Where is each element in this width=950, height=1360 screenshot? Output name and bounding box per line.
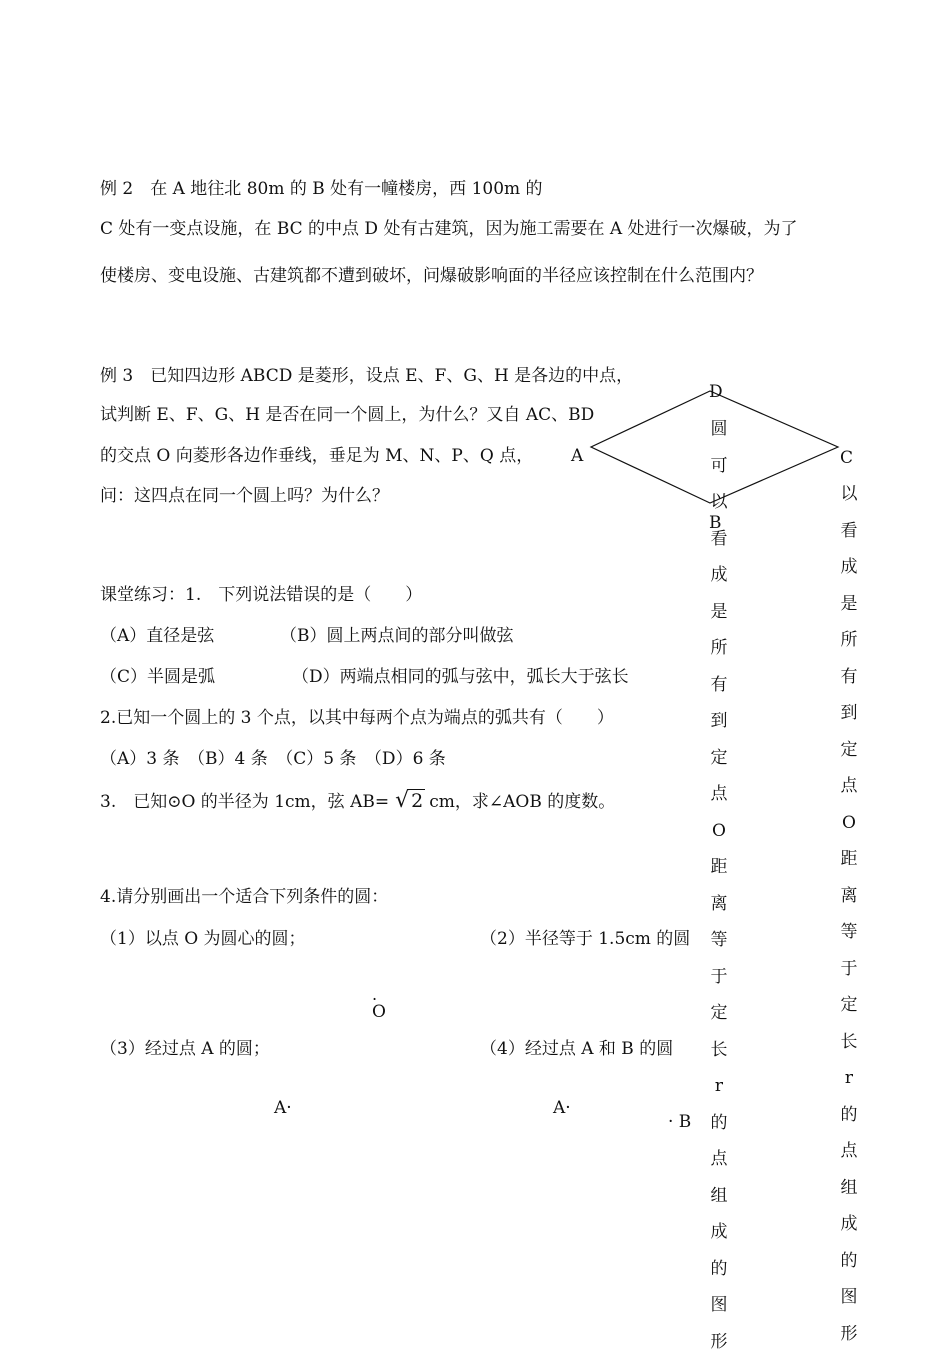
q4-part-4: （4）经过点 A 和 B 的圆	[480, 1038, 673, 1060]
q3-text-before: 3. 已知⊙O 的半径为 1cm，弦 AB=	[100, 792, 389, 812]
point-a-part3: A·	[274, 1097, 292, 1119]
vertical-left-char: 是	[711, 594, 728, 631]
vertical-left-char: 点	[711, 1141, 728, 1178]
question-3	[100, 790, 615, 813]
example3-line2: 试判断 E、F、G、H 是否在同一个圆上，为什么？又自 AC、BD	[100, 404, 594, 426]
vertical-left-char: 有	[711, 667, 728, 704]
vertical-right-char: 所	[841, 622, 858, 659]
vertical-left-char: 于	[711, 959, 728, 996]
vertical-left-char: 离	[711, 886, 728, 923]
vertical-right-char: 定	[841, 987, 858, 1024]
vertical-right-char: 长	[841, 1024, 858, 1061]
point-a-part4: A·	[553, 1097, 571, 1119]
example3-line1: 例 3 已知四边形 ABCD 是菱形，设点 E、F、G、H 是各边的中点，	[100, 365, 633, 387]
q4-part-2: （2）半径等于 1.5cm 的圆	[480, 928, 690, 950]
vertical-right-char: 距	[841, 841, 858, 878]
vertical-left-char: 的	[711, 1251, 728, 1288]
vertical-left-char: 距	[711, 849, 728, 886]
vertical-left-char: r	[715, 1068, 723, 1105]
vertical-right-char: r	[845, 1060, 853, 1097]
vertical-left-char: 成	[711, 557, 728, 594]
question-4: 4.请分别画出一个适合下列条件的圆：	[100, 886, 388, 908]
vertical-left-char: 圆	[711, 411, 728, 448]
vertical-right-char: 点	[841, 1133, 858, 1170]
rhombus-label-c: C	[840, 448, 853, 468]
vertical-right-char: 点	[841, 768, 858, 805]
vertical-right-char: 是	[841, 586, 858, 623]
vertical-right-char: 成	[841, 1206, 858, 1243]
vertical-right-char: 的	[841, 1243, 858, 1280]
vertical-right-char: 的	[841, 1097, 858, 1134]
vertical-left-char: 定	[711, 995, 728, 1032]
q2-options: （A）3 条 （B）4 条 （C）5 条 （D）6 条	[100, 748, 446, 770]
q4-part-1: （1）以点 O 为圆心的圆；	[100, 928, 306, 950]
vertical-right-char: 成	[841, 549, 858, 586]
point-b-part4: · B	[668, 1111, 691, 1133]
vertical-left-char: 以	[711, 484, 728, 521]
point-o-dot: .	[372, 984, 377, 1006]
vertical-left-char: O	[712, 813, 726, 850]
q1-option-a: （A）直径是弦	[100, 625, 214, 647]
practice-heading: 课堂练习：1. 下列说法错误的是（ ）	[100, 584, 422, 606]
sqrt-symbol: √ 2	[395, 790, 425, 813]
vertical-right-char: 到	[841, 695, 858, 732]
vertical-left-char: 长	[711, 1032, 728, 1069]
vertical-right-char: 看	[841, 513, 858, 550]
question-2: 2.已知一个圆上的 3 个点，以其中每两个点为端点的弧共有（ ）	[100, 707, 614, 729]
rhombus-label-b: B	[709, 513, 722, 533]
vertical-left-char: 的	[711, 1105, 728, 1142]
vertical-right-char: 定	[841, 732, 858, 769]
q4-part-3: （3）经过点 A 的圆；	[100, 1038, 270, 1060]
example2-line2: C 处有一变点设施，在 BC 的中点 D 处有古建筑，因为施工需要在 A 处进行一次爆破，为了	[100, 218, 798, 240]
vertical-left-char: 图	[711, 1287, 728, 1324]
vertical-left-char: 可	[711, 448, 728, 485]
vertical-text-left	[707, 411, 731, 1360]
vertical-right-char: 组	[841, 1170, 858, 1207]
q3-text-after: cm，求∠AOB 的度数。	[429, 792, 615, 812]
vertical-right-char: 离	[841, 878, 858, 915]
vertical-right-char: 等	[841, 914, 858, 951]
vertical-left-char: 形	[711, 1324, 728, 1360]
vertical-left-char: 成	[711, 1214, 728, 1251]
vertical-right-char: 有	[841, 659, 858, 696]
q1-option-b: （B）圆上两点间的部分叫做弦	[280, 625, 514, 647]
q1-option-c: （C）半圆是弧	[100, 666, 215, 688]
vertical-right-char: 以	[841, 476, 858, 513]
vertical-left-char: 所	[711, 630, 728, 667]
example2-line1: 例 2 在 A 地往北 80m 的 B 处有一幢楼房，西 100m 的	[100, 178, 543, 200]
example2-line3: 使楼房、变电设施、古建筑都不遭到破坏，问爆破影响面的半径应该控制在什么范围内？	[100, 265, 763, 287]
vertical-left-char: 看	[711, 521, 728, 558]
example3-line3: 的交点 O 向菱形各边作垂线，垂足为 M、N、P、Q 点，	[100, 445, 533, 467]
vertical-left-char: 等	[711, 922, 728, 959]
vertical-left-char: 组	[711, 1178, 728, 1215]
q1-option-d: （D）两端点相同的弧与弦中，弧长大于弦长	[292, 666, 629, 688]
rhombus-label-d: D	[709, 382, 723, 402]
vertical-left-char: 到	[711, 703, 728, 740]
vertical-right-char: O	[842, 805, 856, 842]
vertical-left-char: 点	[711, 776, 728, 813]
vertical-right-char: 图	[841, 1279, 858, 1316]
vertical-right-char: 于	[841, 951, 858, 988]
q3-radicand: 2	[409, 789, 425, 812]
vertical-text-right	[837, 476, 861, 1352]
vertical-right-char: 形	[841, 1316, 858, 1353]
vertical-left-char: 定	[711, 740, 728, 777]
example3-line4: 问：这四点在同一个圆上吗？为什么？	[100, 485, 389, 507]
point-o-label: O	[372, 1001, 386, 1023]
rhombus-label-a: A	[571, 446, 583, 466]
